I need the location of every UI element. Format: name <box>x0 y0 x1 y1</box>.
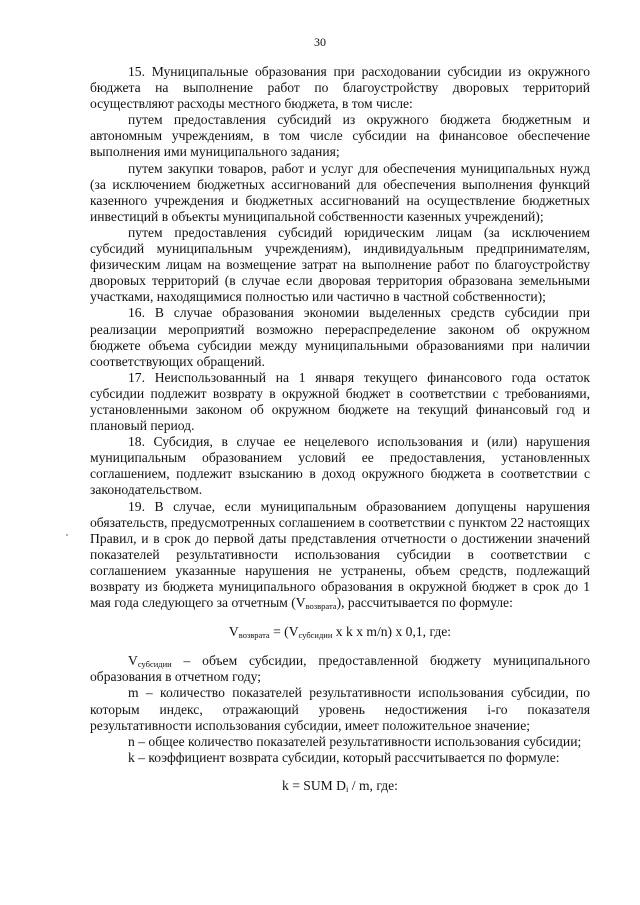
definition-v: V <box>128 653 138 669</box>
paragraph-18: 18. Субсидия, в случае ее нецелевого использования и (или) нарушения муниципальным образованием условий ее предоставления, установленных соглашением, подлежит взысканию в доход окружного бюджета в соответствии с законодательством. <box>90 434 590 498</box>
formula-v-vozvrata <box>90 624 590 640</box>
paragraph-17: 17. Неиспользованный на 1 января текущего финансового года остаток субсидии подлежит возврату в окружной бюджет в соответствии с требованиями, установленными законом об окружном бюджете на текущий финансовый год и плановый период. <box>90 369 590 434</box>
formula-rest: x k x m/n) x 0,1, где: <box>332 624 452 640</box>
definition-v-text: – объем субсидии, предоставленной бюджету муниципального образования в отчетном году; <box>90 653 590 685</box>
formula-mid: = (V <box>269 624 299 640</box>
paragraph-19-end: ), рассчитывается по формуле: <box>336 595 513 611</box>
formula-mid-sub: субсидии <box>298 630 333 641</box>
paragraph-19-text: 19. В случае, если муниципальным образованием допущены нарушения обязательств, предусмотренных соглашением в соответствии с пунктом 22 настоящих Правил, и в срок до первой даты представления отчетности о достижении значений показателей результативности использования субсидии в соответствии с соглашением указанные нарушения не устранены, объем средств, подлежащий возврату из бюджета муниципального образования в окружной бюджет в срок до 1 мая года следующего за отчетным (V <box>90 498 590 611</box>
paragraph-15-item-3: путем предоставления субсидий юридическим лицам (за исключением субсидий муниципальным учреждениям), индивидуальным предпринимателям, физическим лицам на возмещение затрат на выполнение работ по благоустройству дворовых территорий (в случае если дворовая территория образована земельными участками, находящимися полностью или частично в частной собственности); <box>90 224 590 305</box>
paragraph-15-item-2: путем закупки товаров, работ и услуг для обеспечения муниципальных нужд (за исключением бюджетных ассигнований для обеспечения выполнения функций казенного учреждения и бюджетных ассигнований на осуществление бюджетных инвестиций в объекты муниципальной собственности казенных учреждений); <box>90 160 590 224</box>
definition-n: n – общее количество показателей результативности использования субсидии; <box>128 733 582 749</box>
formula-v: V <box>228 624 239 640</box>
formula-k <box>90 778 590 794</box>
definition-v-sub: субсидии <box>137 659 172 670</box>
paragraph-19-subscript: возврата <box>305 601 337 612</box>
formula-k-right: / m, где: <box>348 777 398 793</box>
definition-k: k – коэффициент возврата субсидии, который рассчитывается по формуле: <box>128 749 560 765</box>
formula-v-sub: возврата <box>238 630 270 641</box>
scan-speck <box>66 534 68 536</box>
definition-m: m – количество показателей результативности использования субсидии, по которым индекс, отражающий уровень недостижения i-го показателя результативности использования субсидии, имеет положительное значение; <box>90 685 590 733</box>
paragraph-19 <box>90 499 590 612</box>
formula-k-left: k = SUM D <box>282 777 346 793</box>
paragraph-16: 16. В случае образования экономии выделенных средств субсидии при реализации мероприятий возможно перераспределение законом об окружном бюджете объема субсидии между муниципальными образованиями при наличии соответствующих обращений. <box>90 305 590 369</box>
definition-v-subsidii <box>90 653 590 685</box>
paragraph-15-item-1: путем предоставления субсидий из окружного бюджета бюджетным и автономным учреждениям, в том числе субсидии на финансовое обеспечение выполнения ими муниципального задания; <box>90 112 590 160</box>
formula-k-sub: i <box>346 783 349 794</box>
page-number: 30 <box>314 35 326 49</box>
paragraph-15: 15. Муниципальные образования при расходовании субсидии из окружного бюджета на выполнение работ по благоустройству дворовых территорий осуществляют расходы местного бюджета, в том числе: <box>90 64 590 112</box>
document-body <box>90 64 590 794</box>
